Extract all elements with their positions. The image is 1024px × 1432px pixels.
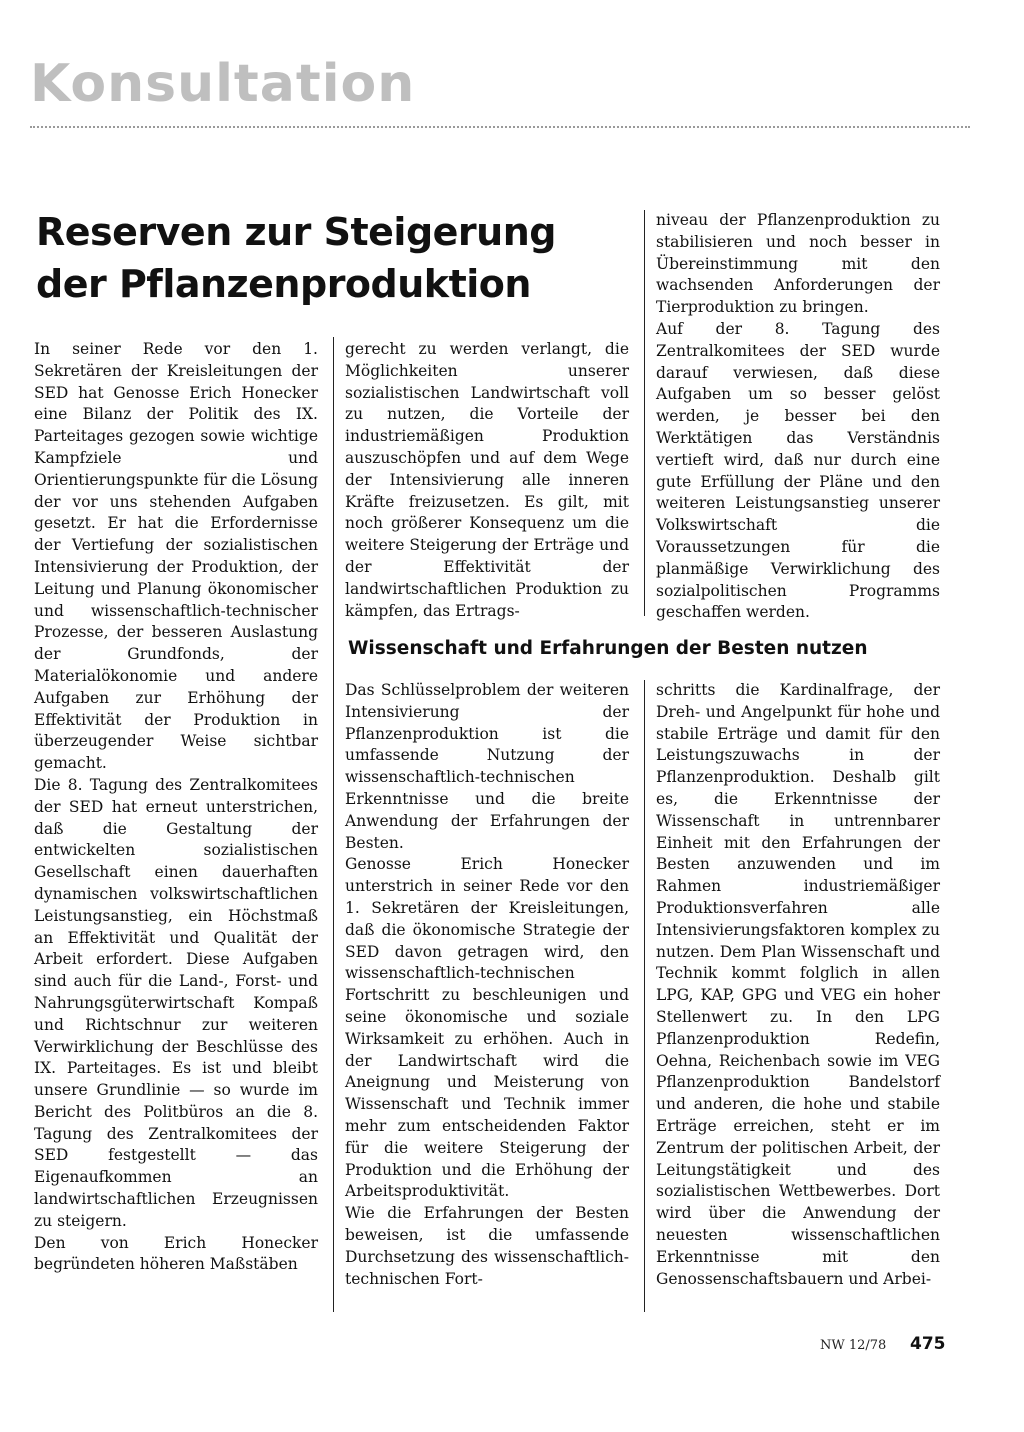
column-rule	[644, 680, 645, 1312]
column-middle-top	[345, 339, 629, 622]
section-label: Konsultation	[30, 54, 416, 114]
section-subheading: Wissenschaft und Erfahrungen der Besten nutzen	[348, 638, 868, 659]
paragraph: Genosse Erich Honecker unterstrich in seiner Rede vor den 1. Sekretären der Kreisleitungen, daß die ökonomische Strategie der SED davon getragen wird, den wissenschaftlich-technischen Fortschritt zu beschleunigen und seine ökonomische und soziale Wirksamkeit zu erhöhen. Auch in der Landwirtschaft wird die Aneignung und Meisterung von Wissenschaft und Technik immer mehr zum entscheidenden Faktor für die weitere Steigerung der Produktion und die Erhöhung der Arbeitsproduktivität.	[345, 855, 629, 1201]
paragraph: Wie die Erfahrungen der Besten beweisen, ist die umfassende Durchsetzung des wissenschaftlich-technischen Fort-	[345, 1204, 629, 1288]
section-divider	[30, 126, 970, 128]
paragraph: Die 8. Tagung des Zentralkomitees der SED hat erneut unterstrichen, daß die Gestaltung der entwickelten sozialistischen Gesellschaft einen dauerhaften dynamischen volkswirtschaftlichen Leistungsanstieg, ein Höchstmaß an Effektivität und Qualität der Arbeit erfordert. Diese Aufgaben sind auch für die Land-, Forst- und Nahrungsgüterwirtschaft Kompaß und Richtschnur zur weiteren Verwirklichung der Beschlüsse des IX. Parteitages. Es ist und bleibt unsere Grundlinie — so wurde im Bericht des Politbüros an die 8. Tagung des Zentralkomitees der SED festgestellt — das Eigenaufkommen an landwirtschaftlichen Erzeugnissen zu steigern.	[34, 775, 318, 1230]
column-right-top	[656, 210, 940, 624]
paragraph: Den von Erich Honecker begründeten höheren Maßstäben	[34, 1233, 318, 1274]
column-right-bottom	[656, 680, 940, 1290]
paragraph: gerecht zu werden verlangt, die Möglichkeiten unserer sozialistischen Landwirtschaft voll zu nutzen, die Vorteile der industriemäßigen Produktion auszuschöpfen und auf dem Wege der Intensivierung alle inneren Kräfte freizusetzen. Es gilt, mit noch größerer Konsequenz um die weitere Steigerung der Erträge und der Effektivität der landwirtschaftlichen Produktion zu kämpfen, das Ertrags-	[345, 340, 629, 620]
page-number: 475	[910, 1334, 946, 1354]
issue-reference: NW 12/78	[820, 1338, 887, 1353]
column-left	[34, 339, 318, 1276]
paragraph: Das Schlüsselproblem der weiteren Intensivierung der Pflanzenproduktion ist die umfassende Nutzung der wissenschaftlich-technischen Erkenntnisse und die breite Anwendung der Erfahrungen der Besten.	[345, 681, 629, 852]
column-middle-bottom	[345, 680, 629, 1290]
article-headline: Reserven zur Steigerung der Pflanzenproduktion	[36, 210, 556, 306]
paragraph: In seiner Rede vor den 1. Sekretären der Kreisleitungen der SED hat Genosse Erich Honecker eine Bilanz der Politik des IX. Parteitages gezogen sowie wichtige Kampfziele und Orientierungspunkte für die Lösung der vor uns stehenden Aufgaben gesetzt. Er hat die Erfordernisse der Vertiefung der sozialistischen Intensivierung der Produktion, der Leitung und Planung ökonomischer und wissenschaftlich-technischer Prozesse, der besseren Auslastung der Grundfonds, der Materialökonomie und andere Aufgaben zur Erhöhung der Effektivität der Produktion in überzeugender Weise sichtbar gemacht.	[34, 340, 318, 773]
paragraph: Auf der 8. Tagung des Zentralkomitees der SED wurde darauf verwiesen, daß diese Aufgaben um so besser gelöst werden, je besser bei den Werktätigen das Verständnis vertieft wird, daß nur durch eine gute Erfüllung der Pläne und den weiteren Leistungsanstieg unserer Volkswirtschaft die Voraussetzungen für die planmäßige Verwirklichung des sozialpolitischen Programms geschaffen werden.	[656, 319, 940, 622]
paragraph: niveau der Pflanzenproduktion zu stabilisieren und noch besser in Übereinstimmung mit den wachsenden Anforderungen der Tierproduktion zu bringen.	[656, 211, 940, 317]
paragraph: schritts die Kardinalfrage, der Dreh- und Angelpunkt für hohe und stabile Erträge und damit für den Leistungszuwachs in der Pflanzenproduktion. Deshalb gilt es, die Erkenntnisse der Wissenschaft in untrennbarer Einheit mit den Erfahrungen der Besten anzuwenden und im Rahmen industriemäßiger Produktionsverfahren alle Intensivierungsfaktoren komplex zu nutzen. Dem Plan Wissenschaft und Technik kommt folglich in allen LPG, KAP, GPG und VEG ein hoher Stellenwert zu. In den LPG Pflanzenproduktion Redefin, Oehna, Reichenbach sowie im VEG Pflanzenproduktion Bandelstorf und anderen, die hohe und stabile Erträge erreichen, steht er im Zentrum der politischen Arbeit, der Leitungstätigkeit und des sozialistischen Wettbewerbes. Dort wird über die Anwendung der neuesten wissenschaftlichen Erkenntnisse mit den Genossenschaftsbauern und Arbei-	[656, 681, 940, 1288]
column-rule	[644, 210, 645, 616]
column-rule	[333, 337, 334, 1312]
